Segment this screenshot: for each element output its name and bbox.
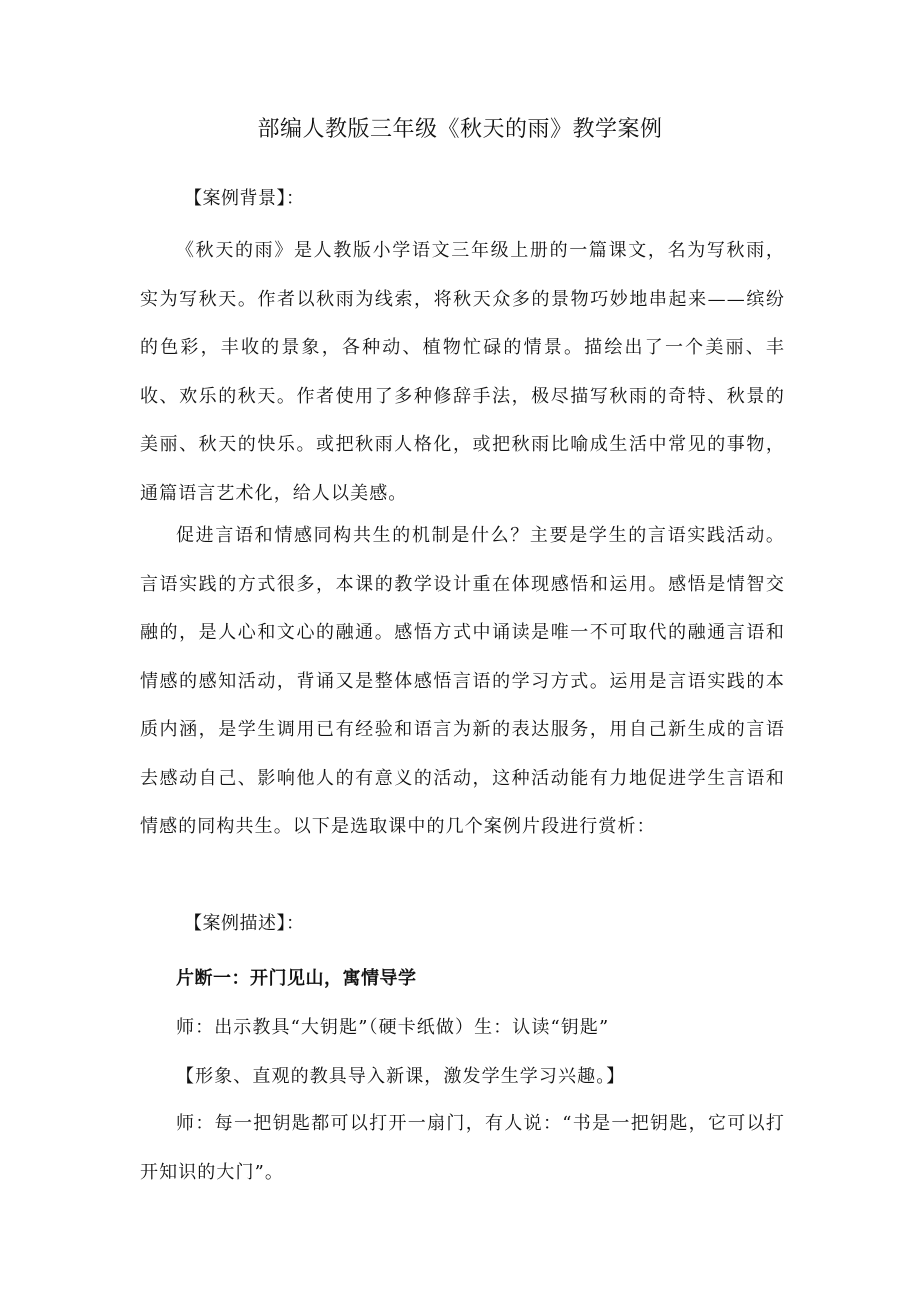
description-paragraph-3: 师：每一把钥匙都可以打开一扇门，有人说：“书是一把钥匙，它可以打开知识的大门”。	[140, 1113, 785, 1183]
description-line-2: 【形象、直观的教具导入新课，激发学生学习兴趣。】	[176, 1066, 626, 1087]
section-heading-background: 【案例背景】：	[184, 188, 305, 209]
document-title: 部编人教版三年级《秋天的雨》教学案例	[257, 117, 663, 142]
section-heading-description: 【案例描述】：	[184, 913, 305, 934]
background-paragraph-1: 《秋天的雨》是人教版小学语文三年级上册的一篇课文，名为写秋雨，实为写秋天。作者以秋雨为线索，将秋天众多的景物巧妙地串起来——缤纷的色彩，丰收的景象，各种动、植物忙碌的情景。描绘出了一个美丽、丰收、欢乐的秋天。作者使用了多种修辞手法，极尽描写秋雨的奇特、秋景的美丽、秋天的快乐。或把秋雨人格化，或把秋雨比喻成生活中常见的事物，通篇语言艺术化，给人以美感。	[140, 240, 785, 504]
segment-title: 片断一：开门见山，寓情导学	[176, 968, 417, 989]
description-line-1: 师：出示教具“大钥匙”（硬卡纸做）生：认读“钥匙”	[176, 1017, 610, 1038]
background-paragraph-2: 促进言语和情感同构共生的机制是什么？主要是学生的言语实践活动。言语实践的方式很多，本课的教学设计重在体现感悟和运用。感悟是情智交融的，是人心和文心的融通。感悟方式中诵读是唯一不可取代的融通言语和情感的感知活动，背诵又是整体感悟言语的学习方式。运用是言语实践的本质内涵，是学生调用已有经验和语言为新的表达服务，用自己新生成的言语去感动自己、影响他人的有意义的活动，这种活动能有力地促进学生言语和情感的同构共生。以下是选取课中的几个案例片段进行赏析：	[140, 525, 785, 837]
